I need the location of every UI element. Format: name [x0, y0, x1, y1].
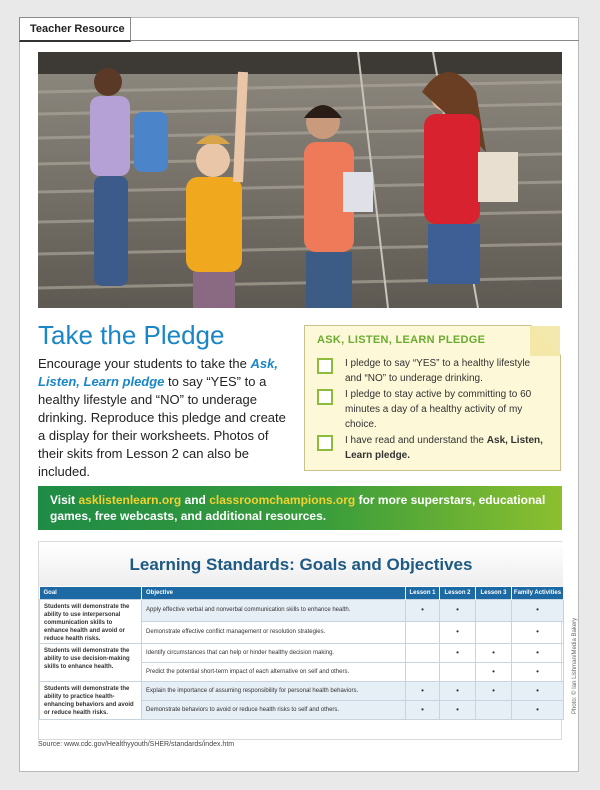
mark-cell: • [440, 621, 476, 643]
banner-prefix: Visit [50, 493, 79, 507]
goal-cell: Students will demonstrate the ability to use interpersonal communication skills to enhance health and avoid or reduce health risks. [40, 599, 142, 643]
objective-cell: Predict the potential short-term impact of each alternative on self and others. [142, 662, 406, 681]
mark-cell [440, 662, 476, 681]
mark-cell: • [512, 700, 564, 719]
header-lesson-1: Lesson 1 [406, 587, 440, 599]
pledge-text-after: to say “YES” to a healthy lifestyle and “NO” to underage drinking. Reproduce this pledge and create a display for their worksheets. Photos of their skits from Lesson 2 can also be included. [38, 374, 286, 479]
pledge-checkbox[interactable] [317, 435, 333, 451]
banner-mid: and [181, 493, 210, 507]
pledge-link[interactable]: Ask, Listen, Learn pledge [38, 356, 278, 389]
table-row [40, 599, 564, 621]
photo-credit: Photo: © Ian Lishman/Media Bakery [572, 617, 578, 714]
pledge-checkbox[interactable] [317, 389, 333, 405]
pledge-item [317, 433, 545, 463]
pledge-text-before: Encourage your students to take the [38, 356, 251, 371]
learning-standards-title: Learning Standards: Goals and Objectives [39, 542, 563, 586]
header-lesson-2: Lesson 2 [440, 587, 476, 599]
objective-cell: Demonstrate behaviors to avoid or reduce health risks to self and others. [142, 700, 406, 719]
teacher-resource-tab: Teacher Resource [19, 17, 131, 42]
pledge-card [304, 325, 561, 471]
mark-cell: • [440, 599, 476, 621]
table-row [40, 643, 564, 662]
header-objective: Objective [142, 587, 406, 599]
banner-suffix: for more superstars, educational games, free webcasts, and additional resources. [50, 493, 546, 523]
mark-cell [406, 643, 440, 662]
standards-table [39, 587, 564, 720]
mark-cell [476, 700, 512, 719]
header-family-activities: Family Activities [512, 587, 564, 599]
mark-cell [476, 599, 512, 621]
pledge-title: Take the Pledge [38, 320, 225, 350]
header-rule [131, 40, 579, 41]
mark-cell: • [476, 681, 512, 700]
mark-cell: • [440, 643, 476, 662]
goal-cell: Students will demonstrate the ability to use decision-making skills to enhance health. [40, 643, 142, 681]
mark-cell [476, 621, 512, 643]
pledge-item-text: I pledge to say “YES” to a healthy lifestyle and “NO” to underage drinking. [345, 358, 531, 384]
pledge-description [38, 355, 288, 481]
objective-cell: Explain the importance of assuming responsibility for personal health behaviors. [142, 681, 406, 700]
asklistenlearn-link[interactable]: asklistenlearn.org [78, 493, 182, 507]
mark-cell: • [476, 643, 512, 662]
pledge-item-text: I pledge to stay active by committing to 60 minutes a day of a healthy activity of my choice. [345, 389, 532, 430]
mark-cell: • [406, 700, 440, 719]
pledge-item [317, 356, 545, 386]
pledge-item-text-before: I have read and understand the [345, 435, 487, 446]
source-note: Source: www.cdc.gov/Healthyyouth/SHER/standards/index.htm [38, 741, 235, 748]
resources-banner [38, 486, 562, 530]
mark-cell: • [512, 643, 564, 662]
objective-cell: Demonstrate effective conflict management or resolution strategies. [142, 621, 406, 643]
table-header-row [40, 587, 564, 599]
mark-cell: • [512, 621, 564, 643]
mark-cell [406, 662, 440, 681]
header-goal: Goal [40, 587, 142, 599]
students-jumping-photo [38, 52, 562, 308]
pledge-item-bold: Ask, Listen, Learn pledge. [345, 435, 543, 461]
mark-cell [406, 621, 440, 643]
pledge-card-title: ASK, LISTEN, LEARN PLEDGE [317, 334, 486, 346]
mark-cell: • [512, 599, 564, 621]
mark-cell: • [440, 700, 476, 719]
pledge-item-text [345, 433, 545, 463]
mark-cell: • [440, 681, 476, 700]
mark-cell: • [476, 662, 512, 681]
mark-cell: • [406, 681, 440, 700]
mark-cell: • [512, 662, 564, 681]
table-row [40, 681, 564, 700]
goal-cell: Students will demonstrate the ability to practice health-enhancing behaviors and avoid or reduce health risks. [40, 681, 142, 719]
learning-standards-section [38, 541, 562, 740]
photo-illustration [38, 52, 562, 308]
mark-cell: • [406, 599, 440, 621]
objective-cell: Apply effective verbal and nonverbal communication skills to enhance health. [142, 599, 406, 621]
classroomchampions-link[interactable]: classroomchampions.org [209, 493, 356, 507]
pledge-checkbox[interactable] [317, 358, 333, 374]
card-fold-flap [530, 326, 560, 356]
pledge-item [317, 387, 545, 432]
objective-cell: Identify circumstances that can help or hinder healthy decision making. [142, 643, 406, 662]
header-lesson-3: Lesson 3 [476, 587, 512, 599]
mark-cell: • [512, 681, 564, 700]
